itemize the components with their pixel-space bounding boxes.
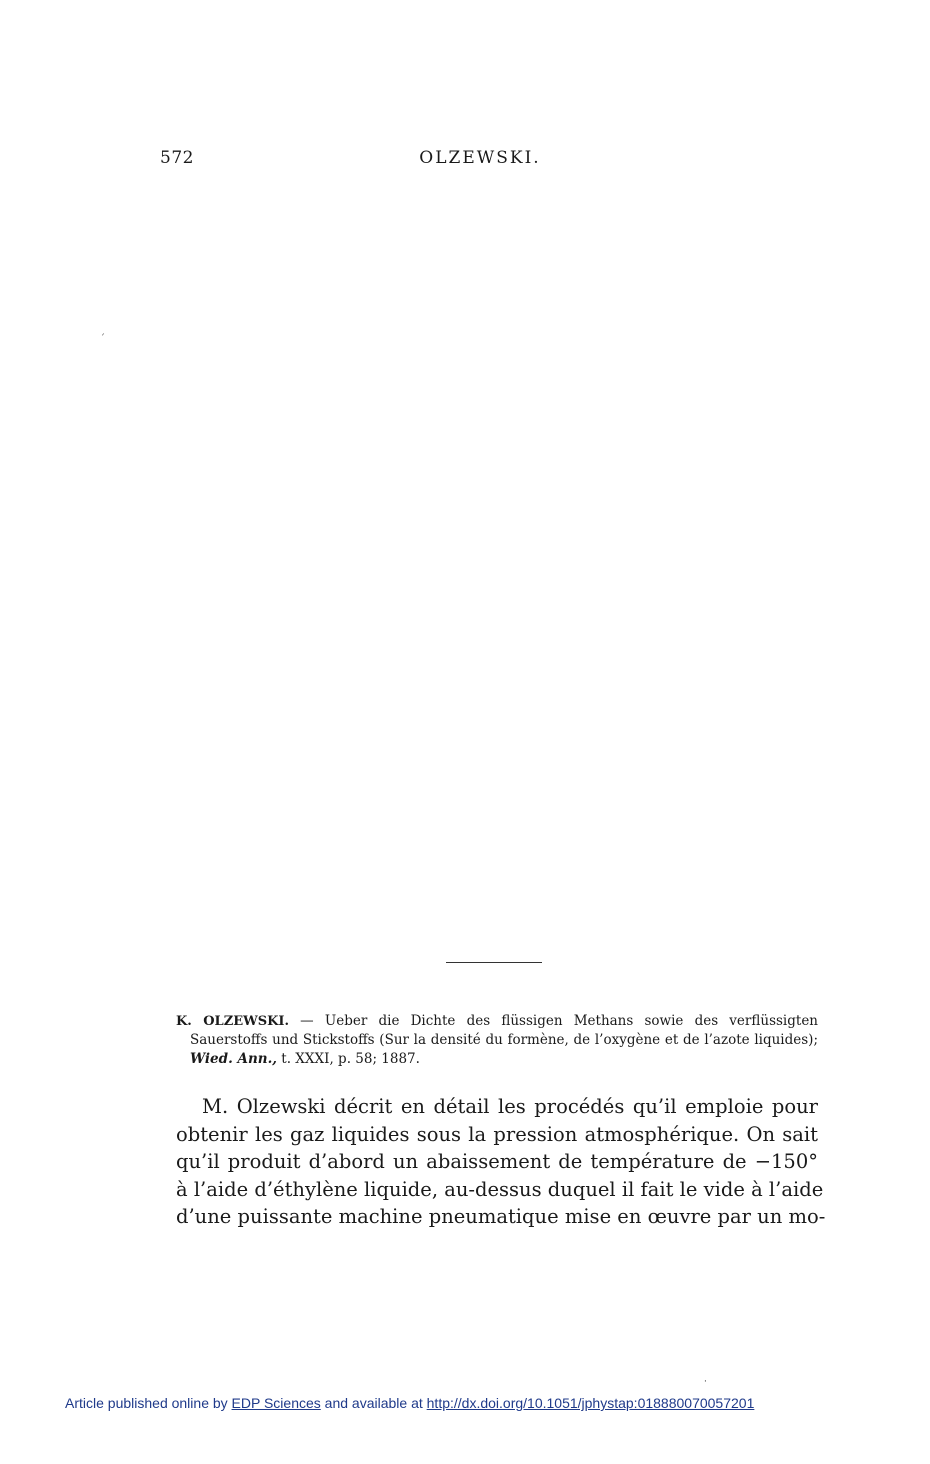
body-line: M. Olzewski décrit en détail les procédés qu’il emploie pour bbox=[202, 1095, 818, 1118]
citation-block bbox=[176, 1012, 818, 1069]
body-line: d’une puissante machine pneumatique mise en œuvre par un mo- bbox=[176, 1205, 826, 1228]
doi-link[interactable]: http://dx.doi.org/10.1051/jphystap:018880070057201 bbox=[426, 1395, 755, 1411]
citation-dash: — bbox=[289, 1013, 325, 1029]
publisher-link[interactable]: EDP Sciences bbox=[231, 1395, 321, 1411]
publication-banner bbox=[65, 1395, 754, 1411]
stray-mark: ˊ bbox=[100, 334, 105, 345]
page-number: 572 bbox=[160, 148, 194, 168]
body-line: obtenir les gaz liquides sous la pression atmosphérique. On sait bbox=[176, 1122, 818, 1146]
running-title: OLZEWSKI. bbox=[419, 148, 541, 168]
footer-mark: · bbox=[704, 1377, 707, 1387]
body-paragraph bbox=[176, 1093, 826, 1231]
body-line: qu’il produit d’abord un abaissement de température de −150° bbox=[176, 1150, 818, 1173]
citation-details: t. XXXI, p. 58; 1887. bbox=[281, 1051, 420, 1067]
banner-middle: and available at bbox=[320, 1395, 427, 1411]
banner-prefix: Article published online by bbox=[65, 1395, 232, 1411]
section-separator bbox=[446, 962, 542, 963]
citation-journal: Wied. Ann., bbox=[190, 1051, 277, 1067]
citation-author: K. OLZEWSKI. bbox=[176, 1014, 289, 1029]
body-line: à l’aide d’éthylène liquide, au-dessus duquel il fait le vide à l’aide bbox=[176, 1177, 824, 1201]
citation-title: Ueber die Dichte des flüssigen Methans sowie des verflüssigten Sauerstoffs und Stickstoffs (Sur la densité du formène, de l’oxygène et de l’azote liquides); bbox=[190, 1013, 818, 1048]
citation-text bbox=[176, 1012, 818, 1069]
